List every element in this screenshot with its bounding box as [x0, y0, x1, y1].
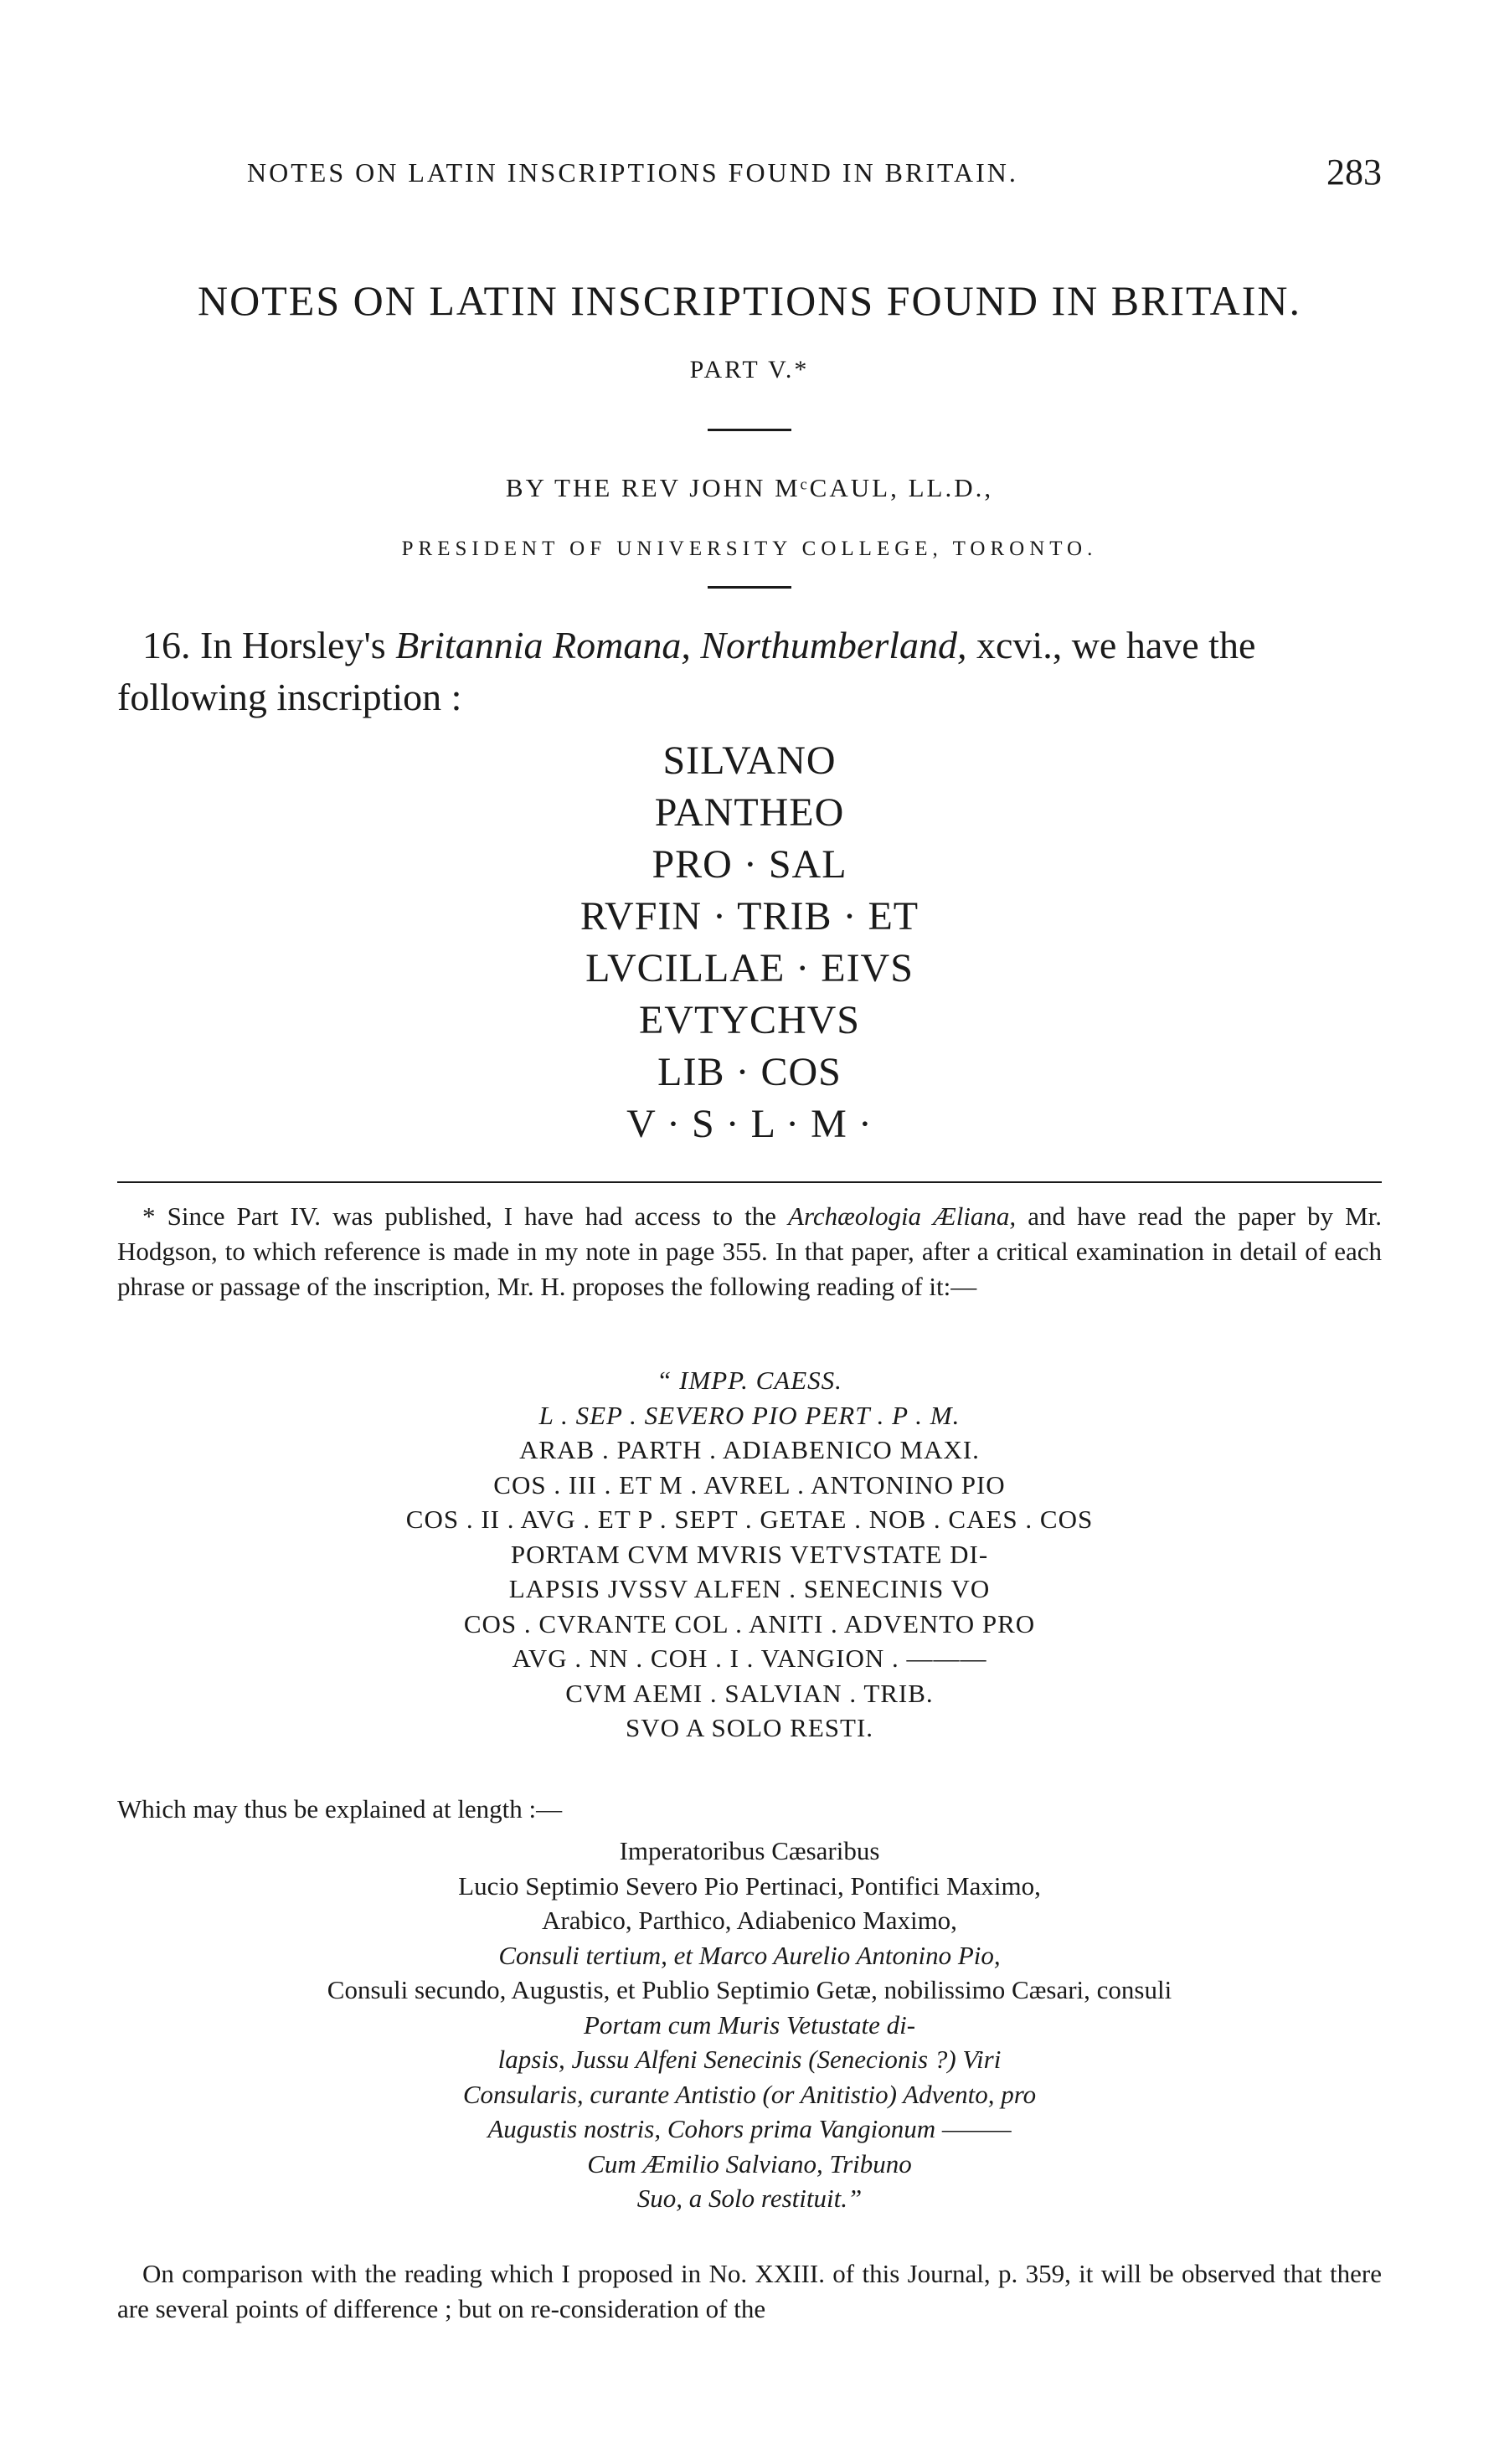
expansion-line: Cum Æmilio Salviano, Tribuno	[587, 2148, 912, 2179]
footnote-text: Since Part IV. was published, I have had access to the	[167, 1201, 776, 1231]
closing-paragraph	[117, 2256, 1382, 2327]
expansion-line: Imperatoribus Cæsaribus	[619, 1836, 880, 1865]
page-number: 283	[1326, 152, 1382, 193]
inscription-line: LIB · COS	[657, 1050, 842, 1094]
reading-line: ARAB . PARTH . ADIABENICO MAXI.	[519, 1435, 980, 1464]
inscription-line: SILVANO	[662, 738, 837, 783]
section-number: 16.	[142, 624, 191, 666]
part-label: PART V.*	[689, 356, 810, 383]
work-title: Britannia Romana,	[395, 624, 691, 666]
intro-text-end: xcvi., we have the following inscription :	[117, 624, 1256, 718]
hodgson-reading	[117, 1363, 1382, 1746]
inscription-line: EVTYCHVS	[638, 998, 860, 1042]
article-title: NOTES ON LATIN INSCRIPTIONS FOUND IN BRITAIN.	[198, 277, 1301, 324]
inscription-line: PANTHEO	[654, 790, 845, 835]
reading-line: PORTAM CVM MVRIS VETVSTATE DI-	[510, 1539, 989, 1569]
reading-line: “ IMPP. CAESS.	[657, 1366, 842, 1395]
title-divider	[708, 429, 791, 431]
explanation-intro: Which may thus be explained at length :—	[117, 1794, 563, 1824]
inscription-block	[117, 735, 1382, 1150]
expansion-line: Augustis nostris, Cohors prima Vangionum ———	[487, 2114, 1012, 2143]
county-name: Northumberland,	[700, 624, 967, 666]
inscription-line: RVFIN · TRIB · ET	[580, 894, 919, 939]
footnote-marker: *	[142, 1201, 156, 1231]
journal-title: Archæologia Æliana,	[788, 1201, 1017, 1231]
footnote-text-cont: and have read the paper by Mr. Hodgson, to which reference is made in my note in page 355. In that paper, after a critical examination in detail of each phrase or passage of the inscription, Mr. H. proposes the following reading of it:—	[117, 1201, 1383, 1301]
running-title: NOTES ON LATIN INSCRIPTIONS FOUND IN BRITAIN.	[247, 157, 1018, 188]
inscription-line: PRO · SAL	[652, 842, 847, 887]
expanded-reading	[117, 1834, 1382, 2216]
reading-line: LAPSIS JVSSV ALFEN . SENECINIS VO	[508, 1574, 991, 1603]
expansion-line: Suo, a Solo restituit.”	[636, 2184, 863, 2213]
byline-divider	[708, 586, 791, 589]
expansion-line: Consularis, curante Antistio (or Anitistio) Advento, pro	[462, 2079, 1037, 2109]
reading-line: COS . III . ET M . AVREL . ANTONINO PIO	[493, 1469, 1006, 1499]
reading-line: L . SEP . SEVERO PIO PERT . P . M.	[538, 1400, 961, 1430]
author-affiliation: PRESIDENT OF UNIVERSITY COLLEGE, TORONTO.	[401, 538, 1098, 560]
reading-line: CVM AEMI . SALVIAN . TRIB.	[565, 1678, 934, 1708]
expansion-line: Consuli secundo, Augustis, et Publio Septimio Getæ, nobilissimo Cæsari, consuli	[327, 1975, 1172, 2004]
expansion-line: Arabico, Parthico, Adiabenico Maximo,	[542, 1906, 957, 1935]
closing-text: On comparison with the reading which I proposed in No. XXIII. of this Journal, p. 359, it will be observed that there are several points of difference ; but on re-consideration of the	[117, 2259, 1382, 2323]
footnote	[117, 1199, 1382, 1304]
author-byline: BY THE REV JOHN MᶜCAUL, LL.D.,	[505, 473, 994, 502]
expansion-line: Consuli tertium, et Marco Aurelio Antonino Pio,	[498, 1940, 1001, 1970]
reading-line: COS . II . AVG . ET P . SEPT . GETAE . NOB . CAES . COS	[405, 1505, 1094, 1534]
expansion-line: Portam cum Muris Vetustate di-	[583, 2009, 916, 2040]
expansion-line: lapsis, Jussu Alfeni Senecinis (Senecionis ?) Viri	[497, 2045, 1002, 2074]
reading-line: COS . CVRANTE COL . ANITI . ADVENTO PRO	[463, 1608, 1036, 1638]
intro-text: In Horsley's	[200, 624, 386, 666]
intro-paragraph	[117, 620, 1382, 723]
inscription-line: V · S · L · M ·	[626, 1102, 873, 1146]
running-header	[117, 151, 1382, 209]
footnote-rule	[117, 1181, 1382, 1183]
expansion-line: Lucio Septimio Severo Pio Pertinaci, Pontifici Maximo,	[458, 1870, 1041, 1901]
reading-line: AVG . NN . COH . I . VANGION . ———	[512, 1644, 987, 1673]
inscription-line: LVCILLAE · EIVS	[585, 946, 914, 990]
reading-line: SVO A SOLO RESTI.	[625, 1713, 874, 1742]
